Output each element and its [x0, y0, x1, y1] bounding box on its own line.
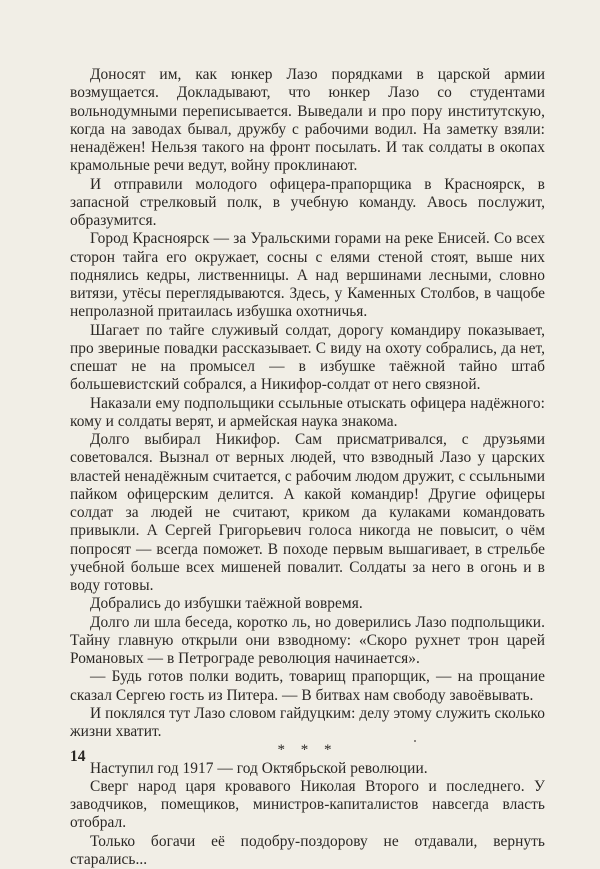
paragraph-11: Наступил год 1917 — год Октябрьской революции.	[70, 760, 545, 778]
paragraph-1: Доносят им, как юнкер Лазо порядками в царской армии возмущается. Докладывают, что юнкер Лазо со студентами вольнодумными переписывается. Выведали и про пору институтскую, когда на заводах бывал, дружбу с рабочими водил. На заметку взяли: ненадёжен! Нельзя такого на фронт посылать. И так солдаты в окопах крамольные речи ведут, войну проклинают.	[70, 66, 545, 176]
print-speck	[414, 740, 416, 742]
paragraph-4: Шагает по тайге служивый солдат, дорогу командиру показывает, про звериные повадки рассказывает. С виду на охоту собрались, да нет, спешат не на промысел — в избушке таёжной тайно штаб большевистский собрался, а Никифор-солдат от него связной.	[70, 322, 545, 395]
paragraph-9: — Будь готов полки водить, товарищ прапорщик, — на прощание сказал Сергею гость из Питера. — В битвах нам свободу завоёвывать.	[70, 668, 545, 705]
paragraph-8: Долго ли шла беседа, коротко ль, но доверились Лазо подпольщики. Тайну главную открыли они взводному: «Скоро рухнет трон царей Романовых — в Петрограде революция начинается».	[70, 614, 545, 669]
page-number: 14	[70, 748, 86, 766]
paragraph-13: Только богачи её подобру-поздорову не отдавали, вернуть старались...	[70, 833, 545, 869]
paragraph-12: Сверг народ царя кровавого Николая Второго и последнего. У заводчиков, помещиков, министров-капиталистов навсегда власть отобрал.	[70, 778, 545, 833]
paragraph-5: Наказали ему подпольщики ссыльные отыскать офицера надёжного: кому и солдаты верят, и армейская наука знакома.	[70, 395, 545, 432]
paragraph-3: Город Красноярск — за Уральскими горами на реке Енисей. Со всех сторон тайга его окружает, сосны с елями стеной стоят, выше них поднялись кедры, лиственницы. А над вершинами лесными, словно витязи, утёсы переглядываются. Здесь, у Каменных Столбов, в чащобе непролазной притаилась избушка охотничья.	[70, 230, 545, 321]
paragraph-10: И поклялся тут Лазо словом гайдуцким: делу этому служить сколько жизни хватит.	[70, 705, 545, 742]
page-text	[70, 66, 545, 869]
paragraph-2: И отправили молодого офицера-прапорщика в Красноярск, в запасной стрелковый полк, в учебную команду. Авось послужит, образумится.	[70, 176, 545, 231]
paragraph-7: Добрались до избушки таёжной вовремя.	[70, 595, 545, 613]
section-separator: * * *	[70, 741, 545, 759]
paragraph-6: Долго выбирал Никифор. Сам присматривался, с друзьями советовался. Вызнал от верных людей, что взводный Лазо у царских властей ненадёжным считается, с рабочим людом дружит, с ссыльными пайком офицерским делится. А какой командир! Другие офицеры солдат за людей не считают, криком да кулаками командовать привыкли. А Сергей Григорьевич голоса никогда не повысит, о чём попросят — всегда поможет. В походе первым вышагивает, в стрельбе учебной больше всех мишеней повалит. Солдаты за него в огонь и в воду готовы.	[70, 431, 545, 595]
